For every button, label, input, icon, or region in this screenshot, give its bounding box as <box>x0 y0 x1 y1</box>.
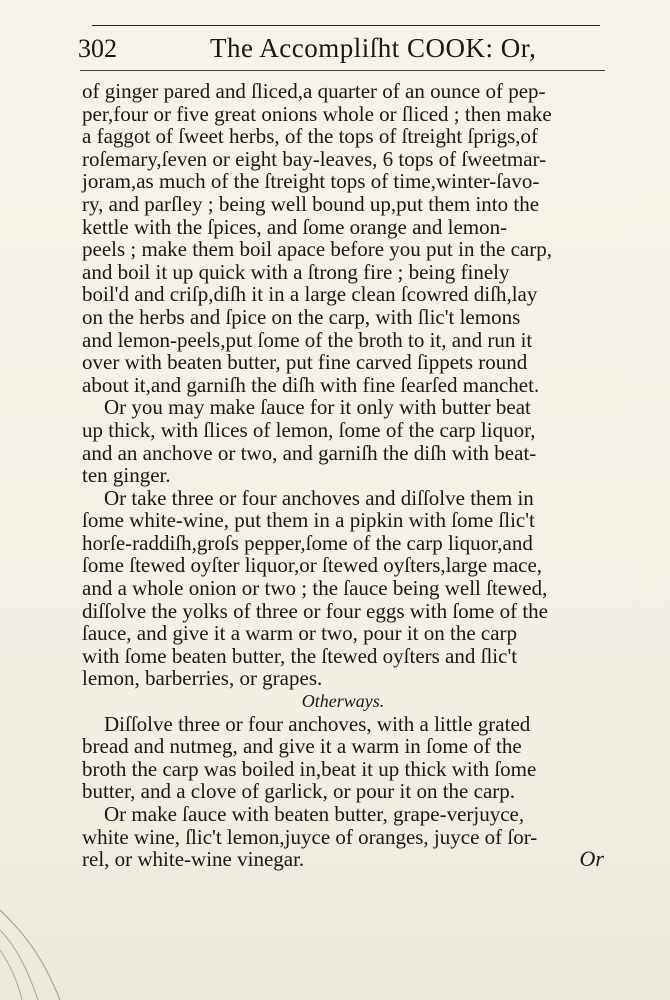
text-line: with ſome beaten butter, the ſtewed oyſters and ſlic't <box>82 643 518 668</box>
text-line: Or you may make ſauce for it only with butter beat <box>104 395 531 420</box>
text-line: ſome ſtewed oyſter liquor,or ſtewed oyſters,large mace, <box>82 553 543 578</box>
top-rule <box>92 25 600 26</box>
body-text <box>82 80 604 871</box>
text-line: of ginger pared and ſliced,a quarter of an ounce of pep- <box>82 79 546 103</box>
last-line-row <box>82 848 604 871</box>
text-line: Diſſolve three or four anchoves, with a little grated <box>104 711 531 736</box>
text-line: up thick, with ſlices of lemon, ſome of the carp liquor, <box>82 417 536 442</box>
text-line: per,four or five great onions whole or ſliced ; then make <box>82 101 552 126</box>
page-number: 302 <box>78 34 117 63</box>
text-line: roſemary,ſeven or eight bay-leaves, 6 tops of ſweetmar- <box>82 146 547 171</box>
text-line: over with beaten butter, put fine carved ſippets round <box>82 350 528 375</box>
text-line: Or make ſauce with beaten butter, grape-verjuyce, <box>104 802 525 826</box>
text-line: and a whole onion or two ; the ſauce being well ſtewed, <box>82 576 548 601</box>
text-line: on the herbs and ſpice on the carp, with ſlic't lemons <box>82 304 521 329</box>
running-title: The Accompliſht COOK: Or, <box>210 33 537 63</box>
text-line: peels ; make them boil apace before you put in the carp, <box>82 237 552 262</box>
text-line: Or take three or four anchoves and diſſolve them in <box>104 485 534 510</box>
margin-scribble <box>0 890 150 1000</box>
text-line: ten ginger. <box>82 463 171 488</box>
text-line: joram,as much of the ſtreight tops of time,winter-ſavo- <box>82 169 540 194</box>
text-line: and an anchove or two, and garniſh the diſh with beat- <box>82 440 537 465</box>
text-line: diſſolve the yolks of three or four eggs with ſome of the <box>82 598 548 623</box>
text-line: lemon, barberries, or grapes. <box>82 666 323 691</box>
text-line: bread and nutmeg, and give it a warm in ſome of the <box>82 734 522 759</box>
text-line: kettle with the ſpices, and ſome orange and lemon- <box>82 214 508 239</box>
text-line: ſome white-wine, put them in a pipkin with ſome ſlic't <box>82 508 535 533</box>
text-line: a faggot of ſweet herbs, of the tops of ſtreight ſprigs,of <box>82 124 539 149</box>
header-rule <box>80 70 605 71</box>
text-line: ſauce, and give it a warm or two, pour it on the carp <box>82 621 518 646</box>
text-line: horſe-raddiſh,groſs pepper,ſome of the carp liquor,and <box>82 530 533 555</box>
text-line: boil'd and criſp,diſh it in a large clean ſcowred diſh,lay <box>82 282 538 307</box>
text-line: broth the carp was boiled in,beat it up thick with ſome <box>82 756 537 781</box>
text-line: butter, and a clove of garlick, or pour it on the carp. <box>82 779 516 804</box>
text-line: about it,and garniſh the diſh with fine ſearſed manchet. <box>82 372 540 397</box>
text-line: white wine, ſlic't lemon,juyce of oranges, juyce of ſor- <box>82 824 538 849</box>
text-line: and boil it up quick with a ſtrong fire ; being finely <box>82 259 510 284</box>
text-line: ry, and parſley ; being well bound up,put them into the <box>82 191 540 216</box>
text-line: and lemon-peels,put ſome of the broth to it, and run it <box>82 327 533 352</box>
section-heading: Otherways. <box>301 691 385 712</box>
catchword: Or <box>579 846 604 872</box>
text-line: rel, or white-wine vinegar. <box>82 847 305 872</box>
